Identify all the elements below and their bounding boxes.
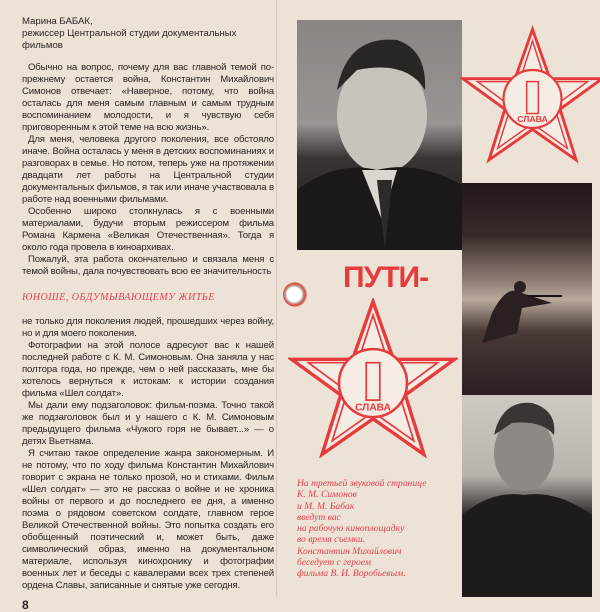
star-icon [288,298,458,458]
author-name: Марина БАБАК, [22,16,93,27]
page-fold [276,0,277,597]
author-role: режиссер Центральной студии документальных фильмов [22,28,237,51]
paragraph: Мы дали ему подзаголовок: фильм-поэма. Точно такой же подзаголовок был и у нашего с К. М. Симоновым предыдущего фильма «Чужого горя не бывает...» — о детях Вьетнама. [22,400,274,447]
author-byline [22,16,274,52]
section-title: ЮНОШЕ, ОБДУМЫВАЮЩЕМУ ЖИТЬЕ [22,292,215,303]
caption-line: введут вас [297,511,341,523]
caption-line: беседует с героем [297,557,371,569]
portrait-photo-vorobyov [462,395,592,597]
caption-line: На третьей звуковой странице [297,478,427,489]
paragraph: Я считаю такое определение жанра закономерным. И не потому, что по ходу фильма Константин Михайлович говорит с экрана не только прозой, но и стихами. Фильм «Шел солдат» — это не рассказ о войне и не хроника войны от первого и до последнего ее дня, а именно поэма о рядовом советском солдате, главном герое Великой Отечественной войны. Это попытка создать его обобщенный поэтический и, может быть, даже символический образ, именно на документальном материале, используя кинохронику и фотографии военных лет и беседы с кавалерами всех трех степеней ордена Славы, записанные и снятые уже сегодня. [22,448,274,591]
article-column-top [22,62,274,278]
article-column-bottom [22,316,274,592]
headline: ПУТИ- [343,261,429,294]
caption-line: Константин Михайлович [297,545,402,557]
paragraph: Для меня, человека другого поколения, все обстояло иначе. Война осталась у меня в детских воспоминаниях и разговорах в семье. Но потом, теперь уже на протяжении двадцати лет работы на Центральной студии документальных фильмов, я так или иначе участвовала в работе над военными фильмами. [22,134,274,205]
paragraph: не только для поколения людей, прошедших через войну, но и для моего поколения. [22,316,274,339]
star-icon [460,20,600,178]
portrait-photo-simonov [297,20,462,250]
war-battle-photo [462,183,592,395]
caption-line: и М. М. Бабак [297,500,355,512]
caption-line: на рабочую киноплощадку [297,523,405,535]
caption-line: фильма В. И. Воробьевым. [297,568,406,580]
star-emblem-label: СЛАВА [355,402,391,414]
page-number: 8 [22,598,29,612]
caption-line: К. М. Симонов [297,489,357,501]
paragraph: Фотографии на этой полосе адресуют вас к нашей последней работе с К. М. Симоновым. Она заняла у нас полтора года, но прежде, чем о ней рассказать, мне бы хотелось вернуться к истокам: к истории создания фильма «Шел солдат». [22,340,274,399]
paragraph: Пожалуй, эта работа окончательно и связала меня с темой войны, дала почувствовать всю ее значительность [22,254,274,277]
paragraph: Обычно на вопрос, почему для вас главной темой по-прежнему остается война, Константин Михайлович Симонов отвечает: «Наверное, потому, что война осталась для меня самым главным и самым трудным воспоминанием молодости, и я чувствую себя приговоренным к этой теме на всю жизнь». [22,62,274,133]
portrait-illustration [297,20,462,250]
photo-caption [297,478,462,580]
left-text-column [22,16,274,612]
soldier-silhouette [462,183,592,395]
paragraph: Особенно широко столкнулась я с военными материалами, будучи вторым режиссером фильма Романа Кармена «Великая Отечественная». Тогда я около года провела в киноархивах. [22,206,274,253]
caption-line: во время съемки. [297,534,366,546]
order-of-glory-star-bottom [288,298,458,458]
order-of-glory-star-top [460,20,600,178]
star-emblem-label: СЛАВА [517,114,548,125]
officer-illustration [462,395,592,597]
